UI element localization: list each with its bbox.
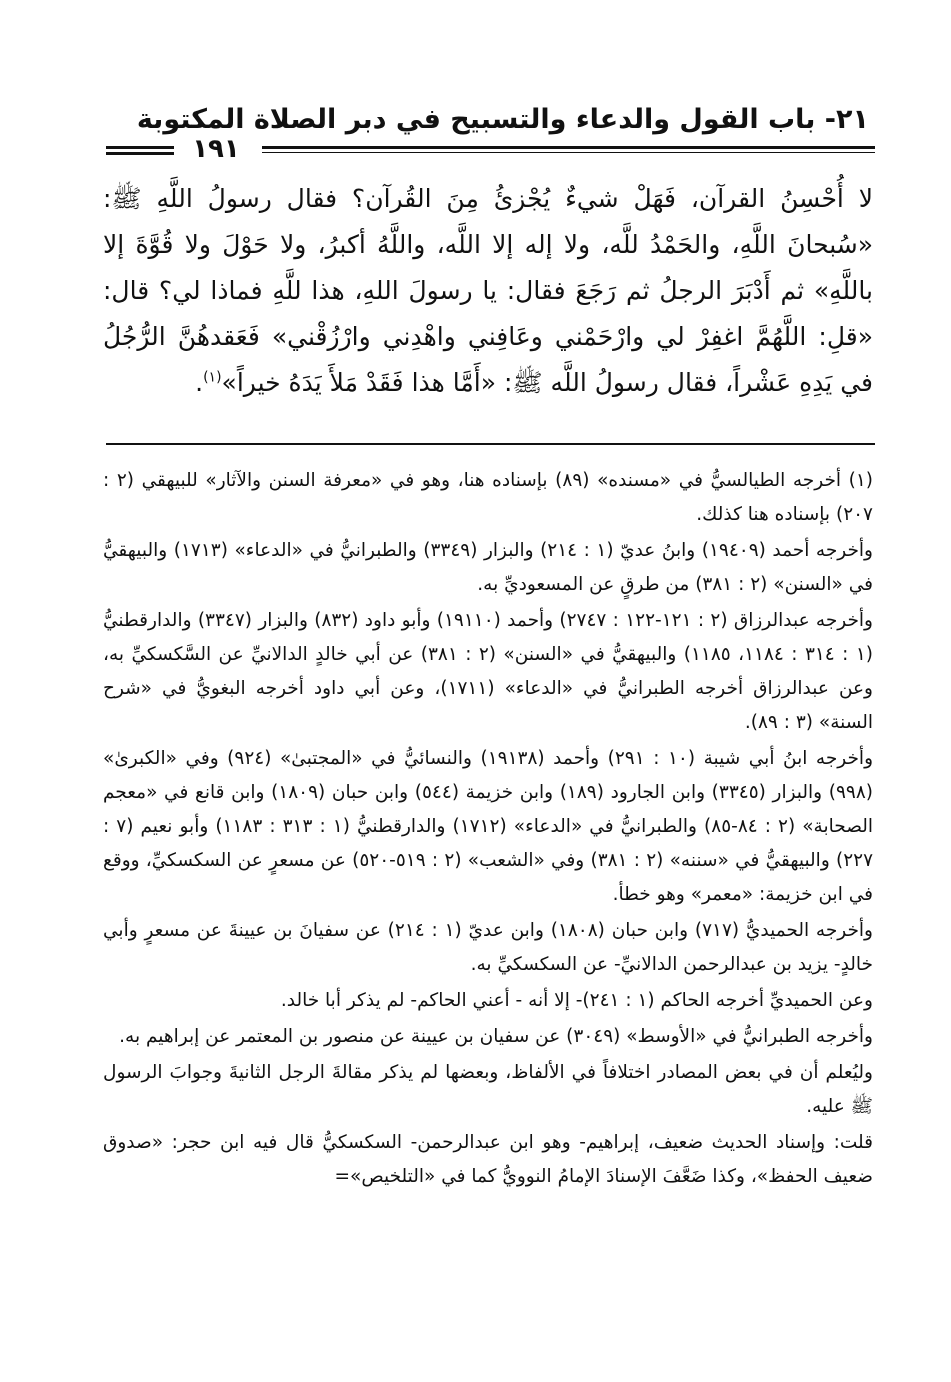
footnote-paragraph: وأخرجه ابنُ أبي شيبة (١٠ : ٢٩١) وأحمد (١٩١٣٨) والنسائيُّ في «المجتبىٰ» (٩٢٤) وفي «الكبرىٰ» (٩٩٨) والبزار (٣٣٤٥) وابن الجارود (١٨٩) وابن خزيمة (٥٤٤) وابن حبان (١٨٠٩) وابن قانع في «معجم الصحابة» (٢ : ٨٤-٨٥) والطبرانيُّ في «الدعاء» (١٧١٢) والدارقطنيُّ (١ : ٣١٣ : ١١٨٣) وأبو نعيم (٧ : ٢٢٧) والبيهقيُّ في «سننه» (٢ : ٣٨١) وفي «الشعب» (٢ : ٥١٩-٥٢٠) عن مسعرٍ عن السكسكيِّ، ووقع في ابن خزيمة: «معمر» وهو خطأ.: [103, 748, 874, 905]
footnote-paragraph: وأخرجه أحمد (١٩٤٠٩) وابنُ عديّ (١ : ٢١٤) والبزار (٣٣٤٩) والطبرانيُّ في «الدعاء» (١٧١٣) والبيهقيُّ في «السنن» (٢ : ٣٨١) من طرقٍ عن المسعوديِّ به.: [103, 540, 873, 595]
page-number: ١٩١: [192, 134, 240, 164]
footnote-separator: [106, 443, 875, 445]
page-number-rule-bottom: [106, 152, 174, 155]
header-rule-thin: [262, 152, 875, 153]
hadith-text: [103, 176, 873, 406]
header-rule: [262, 146, 875, 149]
chapter-title: ٢١- باب القول والدعاء والتسبيح في دبر الصلاة المكتوبة: [136, 104, 869, 135]
footnote-paragraph: وليُعلم أن في بعض المصادر اختلافاً في الألفاظ، وبعضها لم يذكر مقالةَ الرجل الثانيةَ وجوابَ الرسول ﷺ عليه.: [103, 1062, 873, 1117]
hadith-end-period: .: [195, 368, 204, 397]
footnote-paragraph: (١) أخرجه الطيالسيُّ في «مسنده» (٨٩) بإسناده هنا، وهو في «معرفة السنن والآثار» للبيهقي (٢ : ٢٠٧) بإسناده هنا كذلك.: [103, 470, 873, 525]
footnotes: [103, 464, 873, 1196]
page-number-rule-top: [106, 146, 174, 149]
footnote-marker: (١): [203, 369, 222, 386]
footnote-paragraph: وعن الحميديِّ أخرجه الحاكم (١ : ٢٤١)- إلا أنه - أعني الحاكم- لم يذكر أبا خالد.: [280, 990, 873, 1011]
footnote-paragraph: قلت: وإسناد الحديث ضعيف، إبراهيم- وهو ابن عبدالرحمن- السكسكيُّ قال فيه ابن حجر: «صدوق ضعيف الحفظ»، وكذا ضَعَّفَ الإسنادَ الإمامُ النوويُّ كما في «التلخيص»=: [103, 1132, 873, 1187]
hadith-body: لا أُحْسِنُ القرآن، فَهَلْ شيءٌ يُجْزئُ مِنَ القُرآن؟ فقال رسولُ اللَّهِ ﷺ: «سُبحانَ اللَّهِ، والحَمْدُ للَّه، ولا إله إلا اللَّه، واللَّهُ أكبرُ، ولا حَوْلَ ولا قُوَّةَ إلا باللَّهِ» ثم أَدْبَرَ الرجلُ ثم رَجَعَ فقال: يا رسولَ اللهِ، هذا للَّهِ فماذا لي؟ قال: «قلِ: اللَّهُمَّ اغفِرْ لي وارْحَمْني وعَافِني واهْدِني وارْزُقْني» فَعَقدهُنَّ الرُّجُلُ في يَدِهِ عَشْراً، فقال رسولُ اللَّه ﷺ: «أَمَّا هذا فَقَدْ مَلأَ يَدَهُ خيراً»: [103, 184, 873, 397]
footnote-paragraph: وأخرجه الحميديُّ (٧١٧) وابن حبان (١٨٠٨) وابن عديّ (١ : ٢١٤) عن سفيانَ بن عيينةَ عن مسعرٍ وأبي خالدٍ- يزيد بن عبدالرحمن الدالانيِّ- عن السكسكيِّ به.: [103, 920, 873, 975]
footnote-paragraph: وأخرجه عبدالرزاق (٢ : ١٢١-١٢٢ : ٢٧٤٧) وأحمد (١٩١١٠) وأبو داود (٨٣٢) والبزار (٣٣٤٧) والدارقطنيُّ (١ : ٣١٤ : ١١٨٤، ١١٨٥) والبيهقيُّ في «السنن» (٢ : ٣٨١) عن أبي خالدٍ الدالانيِّ عن السَّكسكيِّ به، وعن عبدالرزاق أخرجه الطبرانيُّ في «الدعاء» (١٧١١)، وعن أبي داود أخرجه البغويُّ في «شرح السنة» (٣ : ٨٩).: [103, 610, 873, 733]
footnote-paragraph: وأخرجه الطبرانيُّ في «الأوسط» (٣٠٤٩) عن سفيان بن عيينة عن منصور بن المعتمر عن إبراهيم به.: [119, 1026, 873, 1047]
